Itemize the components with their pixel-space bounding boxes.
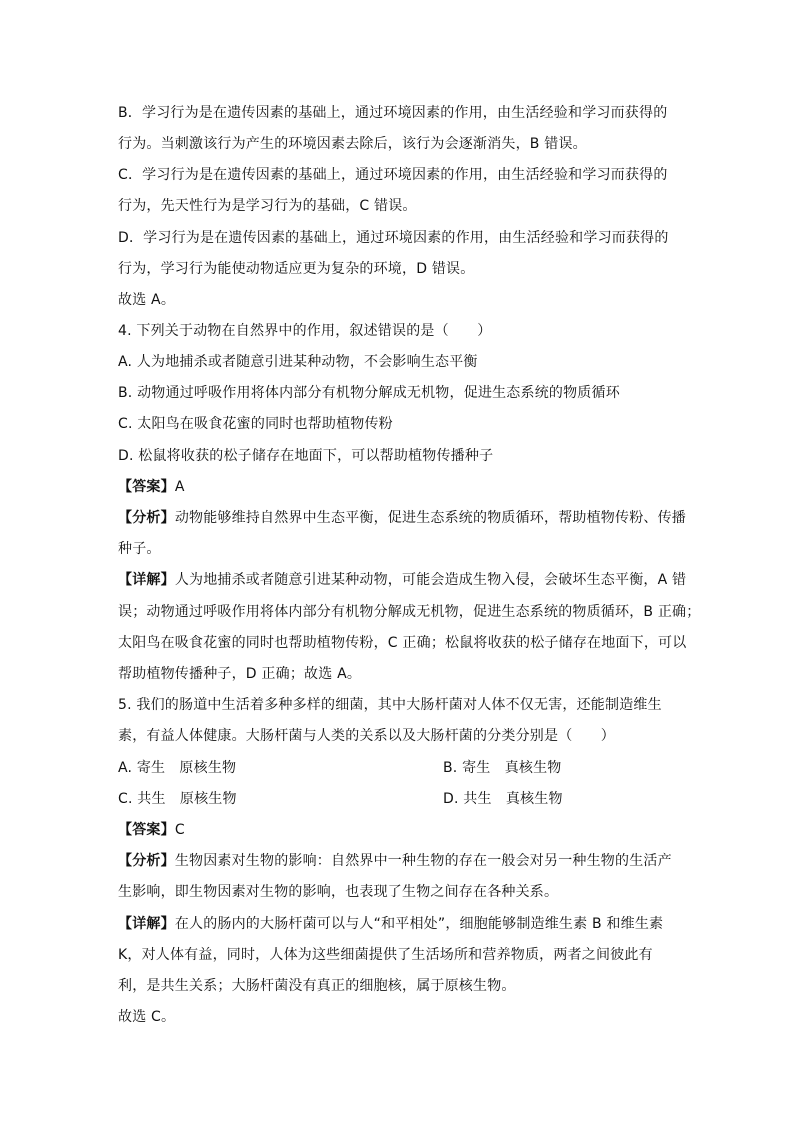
q5-detail-line-1 (118, 914, 663, 934)
q3-option-c-explanation-line-1: C．学习行为是在遗传因素的基础上，通过环境因素的作用，由生活经验和学习而获得的 (118, 167, 668, 183)
q3-option-d-explanation-line-2: 行为，学习行为能使动物适应更为复杂的环境，D 错误。 (118, 261, 475, 277)
q5-analysis-line-2: 生影响，即生物因素对生物的影响，也表现了生物之间存在各种关系。 (118, 884, 559, 900)
q5-option-d: D. 共生 真核生物 (443, 791, 563, 807)
q4-option-a: A. 人为地捕杀或者随意引进某种动物，不会影响生态平衡 (118, 354, 478, 370)
q4-answer-tag: 【答案】 (118, 479, 175, 495)
q5-answer-value: C (174, 822, 185, 838)
q4-detail-tag: 【详解】 (118, 572, 175, 588)
q5-answer (118, 820, 185, 840)
q5-analysis-tag: 【分析】 (118, 853, 175, 869)
q4-detail-line-3: 太阳鸟在吸食花蜜的同时也帮助植物传粉，C 正确；松鼠将收获的松子储存在地面下，可以 (118, 635, 687, 651)
q4-answer (118, 477, 185, 497)
q4-option-b: B. 动物通过呼吸作用将体内部分有机物分解成无机物，促进生态系统的物质循环 (118, 385, 620, 401)
q4-detail-line-1 (118, 570, 686, 590)
q4-detail-line-2: 误；动物通过呼吸作用将体内部分有机物分解成无机物，促进生态系统的物质循环，B 正确； (118, 604, 701, 620)
q4-analysis-line-2: 种子。 (118, 541, 161, 557)
q5-option-a: A. 寄生 原核生物 (118, 760, 237, 776)
q4-analysis-text: 动物能够维持自然界中生态平衡，促进生态系统的物质循环，帮助植物传粉、传播 (174, 510, 687, 526)
q4-stem: 4. 下列关于动物在自然界中的作用，叙述错误的是（ ） (118, 323, 492, 339)
q5-detail-tag: 【详解】 (118, 916, 175, 932)
q4-analysis-tag: 【分析】 (118, 510, 175, 526)
q5-detail-line-2: K，对人体有益，同时，人体为这些细菌提供了生活场所和营养物质，两者之间彼此有 (118, 947, 653, 963)
q5-option-c: C. 共生 原核生物 (118, 791, 237, 807)
q3-option-b-explanation-line-1: B．学习行为是在遗传因素的基础上，通过环境因素的作用，由生活经验和学习而获得的 (118, 105, 668, 121)
q4-option-c: C. 太阳鸟在吸食花蜜的同时也帮助植物传粉 (118, 416, 393, 432)
q4-detail-line-4: 帮助植物传播种子，D 正确；故选 A。 (118, 666, 362, 682)
q5-analysis-line-1 (118, 851, 672, 871)
q3-option-d-explanation-line-1: D．学习行为是在遗传因素的基础上，通过环境因素的作用，由生活经验和学习而获得的 (118, 230, 669, 246)
q3-option-b-explanation-line-2: 行为。当刺激该行为产生的环境因素去除后，该行为会逐渐消失，B 错误。 (118, 136, 587, 152)
q5-answer-tag: 【答案】 (118, 822, 175, 838)
q5-stem-line-1: 5. 我们的肠道中生活着多种多样的细菌，其中大肠杆菌对人体不仅无害，还能制造维生 (118, 697, 662, 713)
q4-option-d: D. 松鼠将收获的松子储存在地面下，可以帮助植物传播种子 (118, 448, 494, 464)
q4-answer-value: A (174, 479, 185, 495)
q4-detail-text: 人为地捕杀或者随意引进某种动物，可能会造成生物入侵，会破坏生态平衡，A 错 (174, 572, 687, 588)
q3-conclusion: 故选 A。 (118, 292, 176, 308)
q3-option-c-explanation-line-2: 行为，先天性行为是学习行为的基础，C 错误。 (118, 198, 417, 214)
q5-option-b: B. 寄生 真核生物 (443, 760, 562, 776)
q5-stem-line-2: 素，有益人体健康。大肠杆菌与人类的关系以及大肠杆菌的分类分别是（ ） (118, 728, 615, 744)
q5-detail-text: 在人的肠内的大肠杆菌可以与人“和平相处”，细胞能够制造维生素 B 和维生素 (174, 916, 664, 932)
q4-analysis-line-1 (118, 508, 686, 528)
q5-conclusion: 故选 C。 (118, 1009, 176, 1025)
q5-detail-line-3: 利，是共生关系；大肠杆菌没有真正的细胞核，属于原核生物。 (118, 978, 516, 994)
q5-analysis-text: 生物因素对生物的影响：自然界中一种生物的存在一般会对另一种生物的生活产 (174, 853, 672, 869)
